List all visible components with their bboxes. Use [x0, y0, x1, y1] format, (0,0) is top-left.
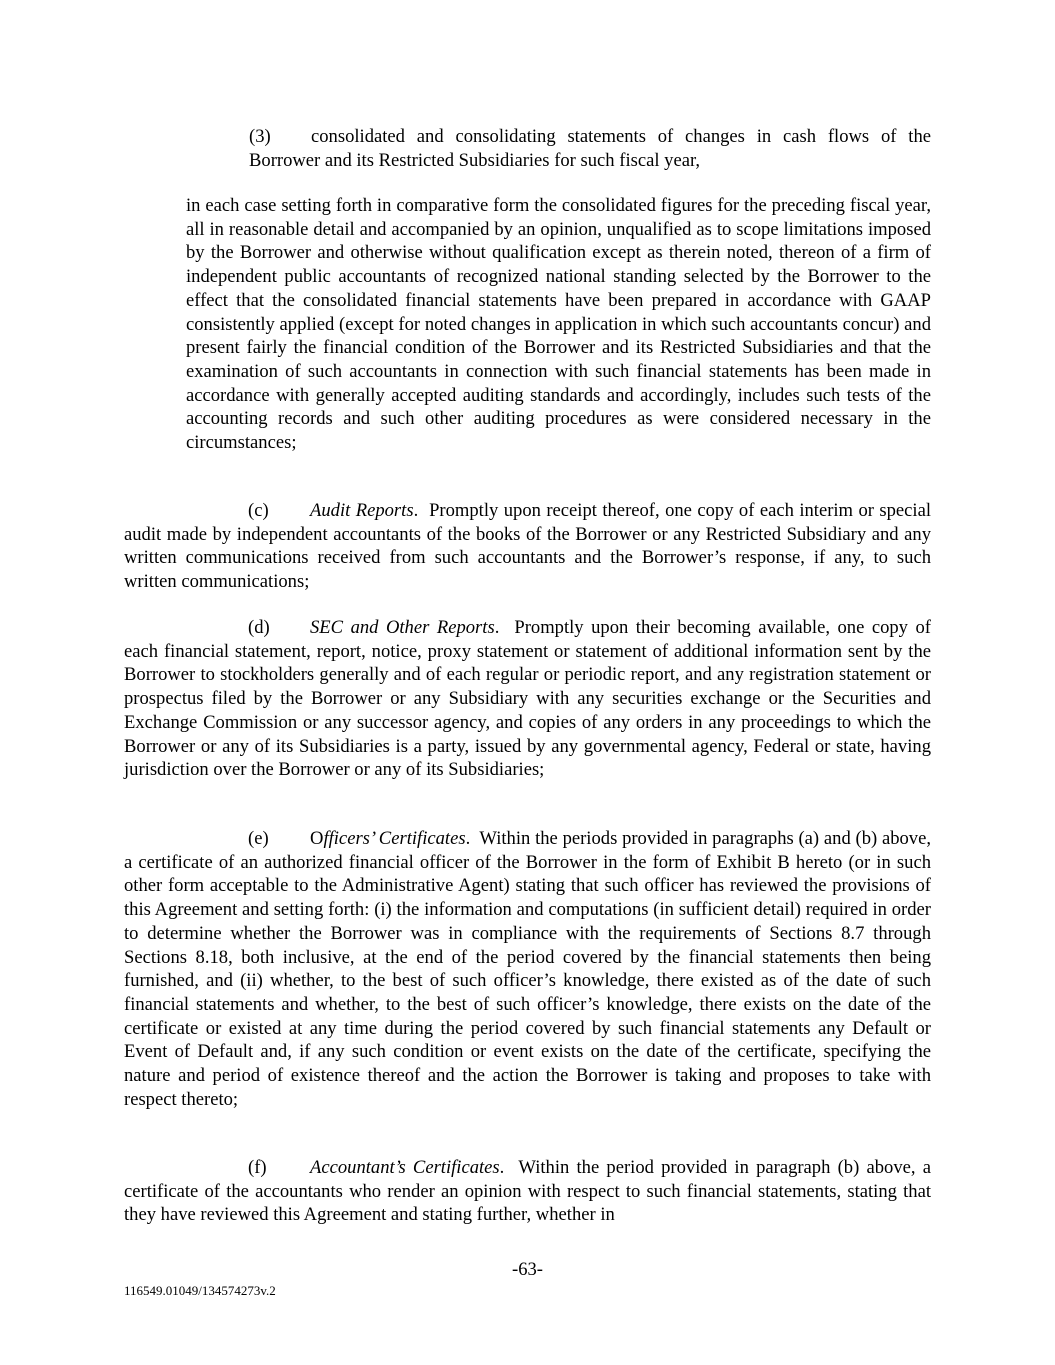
paragraph-text: Within the periods provided in paragraphs (a) and (b) above, a certificate of an authorized financial officer of the Borrower in the form of Exhibit B hereto (or in such other form acceptable to the Administrative Agent) stating that such officer has reviewed the provisions of this Agreement and setting forth: (i) the information and computations (in sufficient detail) required in order to determine whether the Borrower was in compliance with the requirements of Sections 8.7 through Sections 8.18, both inclusive, at the end of the period covered by the financial statements then being furnished, and (ii) whether, to the best of such officer’s knowledge, there existed as of the date of such financial statements and whether, to the best of such officer’s knowledge, there exists on the date of the certificate or existed at any time during the period covered by such financial statements any Default or Event of Default and, if any such condition or event exists on the date of the certificate, specifying the nature and period of existence thereof and the action the Borrower is taking and proposes to take with respect thereto;: [124, 828, 931, 1110]
paragraph-number: (d): [248, 617, 270, 638]
paragraph-heading: Audit Reports: [310, 500, 414, 521]
paragraph-text: Promptly upon their becoming available, one copy of each financial statement, report, notice, proxy statement or statement of additional information sent by the Borrower to stockholders generally and of each regular or periodic report, and any registration statement or prospectus filed by the Borrower or any Subsidiary with any securities exchange or the Securities and Exchange Commission or any successor agency, and copies of any orders in any proceedings to which the Borrower or any of its Subsidiaries is a party, issued by any governmental agency, Federal or state, having jurisdiction over the Borrower or any of its Subsidiaries;: [124, 617, 931, 781]
paragraph-d: (d) SEC and Other Reports. Promptly upon their becoming available, one copy of each financial statement, report, notice, proxy statement or statement of additional information sent by the Borrower to stockholders generally and of each regular or periodic report, and any registration statement or prospectus filed by the Borrower or any Subsidiary with any securities exchange or the Securities and Exchange Commission or any successor agency, and copies of any orders in any proceedings to which the Borrower or any of its Subsidiaries is a party, issued by any governmental agency, Federal or state, having jurisdiction over the Borrower or any of its Subsidiaries;: [124, 617, 931, 781]
paragraph-text: Within the period provided in paragraph (b) above, a certificate of the accountants who render an opinion with respect to such financial statements, stating that they have reviewed this Agreement and stating further, whether in: [124, 1157, 931, 1226]
paragraph-heading: SEC and Other Reports: [310, 617, 495, 638]
paragraph-e: (e) Officers’ Certificates. Within the periods provided in paragraphs (a) and (b) above, a certificate of an authorized financial officer of the Borrower in the form of Exhibit B hereto (or in such other form acceptable to the Administrative Agent) stating that such officer has reviewed the provisions of this Agreement and setting forth: (i) the information and computations (in sufficient detail) required in order to determine whether the Borrower was in compliance with the requirements of Sections 8.7 through Sections 8.18, both inclusive, at the end of the period covered by the financial statements then being furnished, and (ii) whether, to the best of such officer’s knowledge, there existed as of the date of such financial statements and whether, to the best of such officer’s knowledge, there exists on the date of the certificate or existed at any time during the period covered by such financial statements any Default or Event of Default and, if any such condition or event exists on the date of the certificate, specifying the nature and period of existence thereof and the action the Borrower is taking and proposes to take with respect thereto;: [124, 828, 931, 1110]
paragraph-heading: fficers’ Certificates: [323, 828, 466, 849]
paragraph-c: (c) Audit Reports. Promptly upon receipt thereof, one copy of each interim or special audit made by independent accountants of the books of the Borrower or any Restricted Subsidiary and any written communications received from such accountants and the Borrower’s response, if any, to such written communications;: [124, 500, 931, 593]
subparagraph-3: [249, 125, 931, 172]
page-number: -63-: [512, 1259, 543, 1280]
paragraph-heading: Accountant’s Certificates: [310, 1157, 500, 1178]
paragraph-number: (e): [248, 828, 269, 849]
paragraph-number: (c): [248, 500, 269, 521]
paragraph-number: (f): [248, 1157, 267, 1178]
subparagraph-text: consolidated and consolidating statements of changes in cash flows of the Borrower and its Restricted Subsidiaries for such fiscal year,: [249, 126, 931, 171]
paragraph-f: (f) Accountant’s Certificates. Within the period provided in paragraph (b) above, a certificate of the accountants who render an opinion with respect to such financial statements, stating that they have reviewed this Agreement and stating further, whether in: [124, 1157, 931, 1226]
subparagraph-number: (3): [249, 126, 271, 147]
in-each-case-paragraph: [186, 194, 931, 455]
paragraph-text: Promptly upon receipt thereof, one copy of each interim or special audit made by independent accountants of the books of the Borrower or any Restricted Subsidiary and any written communications received from such accountants and the Borrower’s response, if any, to such written communications;: [124, 500, 931, 593]
document-id: 116549.01049/134574273v.2: [124, 1283, 276, 1298]
paragraph-heading-initial: O: [310, 828, 324, 849]
in-each-case-text: in each case setting forth in comparative form the consolidated figures for the preceding fiscal year, all in reasonable detail and accompanied by an opinion, unqualified as to scope limitations imposed by the Borrower and otherwise without qualification except as therein noted, thereon of a firm of independent public accountants of recognized national standing selected by the Borrower to the effect that the consolidated financial statements have been prepared in accordance with GAAP consistently applied (except for noted changes in application in which such accountants concur) and present fairly the financial condition of the Borrower and its Restricted Subsidiaries and that the examination of such accountants in connection with such financial statements has been made in accordance with generally accepted auditing standards and accordingly, includes such tests of the accounting records and such other auditing procedures as were considered necessary in the circumstances;: [186, 195, 931, 454]
